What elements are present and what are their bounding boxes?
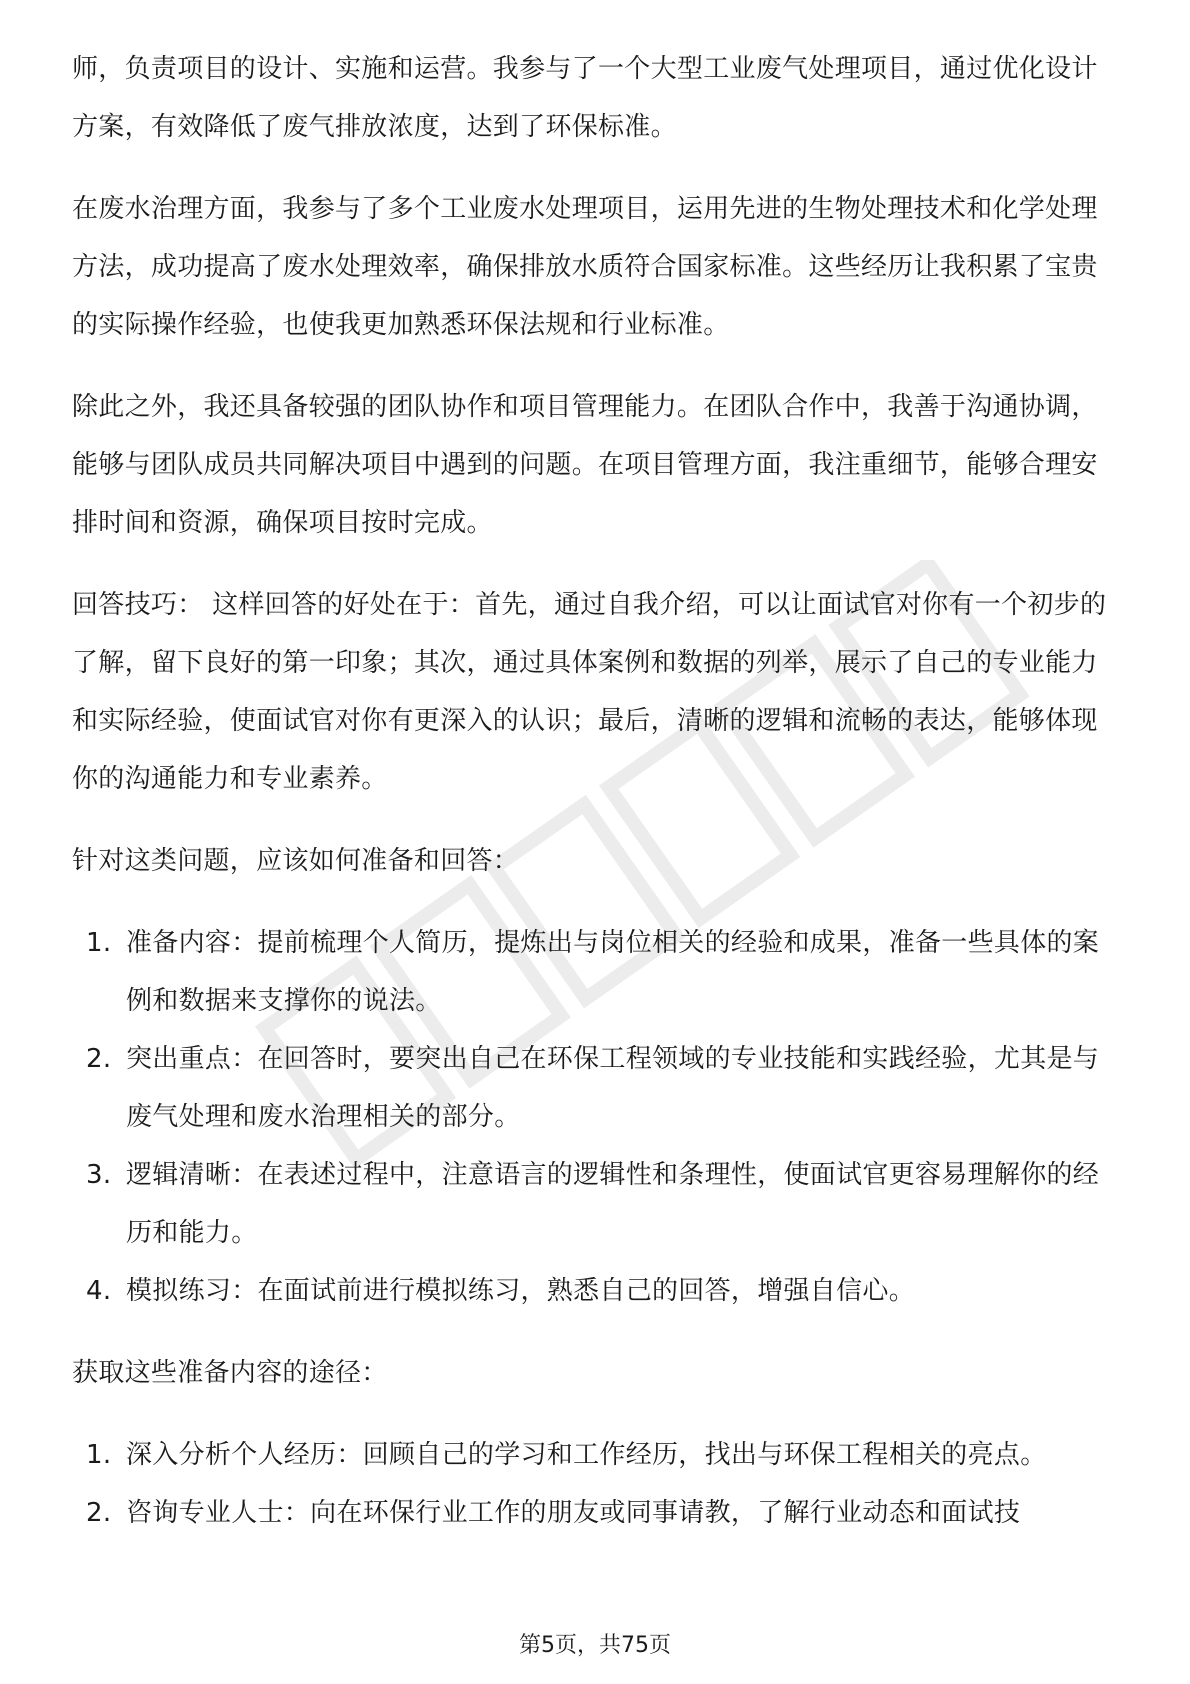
list-text: 模拟练习：在面试前进行模拟练习，熟悉自己的回答，增强自信心。	[126, 1276, 916, 1306]
list-item	[72, 1484, 1122, 1542]
page-footer: 第5页，共75页	[519, 1633, 671, 1658]
list-item	[72, 1030, 1122, 1146]
paragraph-answer-tips: 回答技巧： 这样回答的好处在于：首先，通过自我介绍，可以让面试官对你有一个初步的了解，留下良好的第一印象；其次，通过具体案例和数据的列举，展示了自己的专业能力和实际经验，使面试官对你有更深入的认识；最后，清晰的逻辑和流畅的表达，能够体现你的沟通能力和专业素养。	[72, 590, 1107, 794]
list-number: 4.	[86, 1276, 112, 1306]
sources-heading: 获取这些准备内容的途径：	[72, 1358, 388, 1388]
list-text: 准备内容：提前梳理个人简历，提炼出与岗位相关的经验和成果，准备一些具体的案例和数据来支撑你的说法。	[126, 928, 1100, 1016]
list-number: 2.	[86, 1044, 112, 1074]
paragraph-prep-heading: 针对这类问题，应该如何准备和回答：	[72, 846, 520, 876]
paragraph-wastewater: 在废水治理方面，我参与了多个工业废水处理项目，运用先进的生物处理技术和化学处理方法，成功提高了废水处理效率，确保排放水质符合国家标准。这些经历让我积累了宝贵的实际操作经验，也使我更加熟悉环保法规和行业标准。	[72, 194, 1098, 340]
list-number: 2.	[86, 1498, 112, 1528]
list-item	[72, 1426, 1122, 1484]
list-item	[72, 1146, 1122, 1262]
list-number: 1.	[86, 1440, 112, 1470]
list-number: 1.	[86, 928, 112, 958]
list-text: 突出重点：在回答时，要突出自己在环保工程领域的专业技能和实践经验，尤其是与废气处理和废水治理相关的部分。	[126, 1044, 1100, 1132]
document-page	[72, 40, 1122, 1566]
list-number: 3.	[86, 1160, 112, 1190]
paragraph-intro-continued: 师，负责项目的设计、实施和运营。我参与了一个大型工业废气处理项目，通过优化设计方案，有效降低了废气排放浓度，达到了环保标准。	[72, 54, 1098, 142]
list-text: 咨询专业人士：向在环保行业工作的朋友或同事请教，了解行业动态和面试技	[126, 1498, 1021, 1528]
list-item	[72, 1262, 1122, 1320]
paragraph-teamwork: 除此之外，我还具备较强的团队协作和项目管理能力。在团队合作中，我善于沟通协调，能够与团队成员共同解决项目中遇到的问题。在项目管理方面，我注重细节，能够合理安排时间和资源，确保项目按时完成。	[72, 392, 1098, 538]
list-text: 深入分析个人经历：回顾自己的学习和工作经历，找出与环保工程相关的亮点。	[126, 1440, 1047, 1470]
list-item	[72, 914, 1122, 1030]
list-text: 逻辑清晰：在表述过程中，注意语言的逻辑性和条理性，使面试官更容易理解你的经历和能力。	[126, 1160, 1100, 1248]
prep-list	[72, 914, 1122, 1320]
sources-list	[72, 1426, 1122, 1542]
